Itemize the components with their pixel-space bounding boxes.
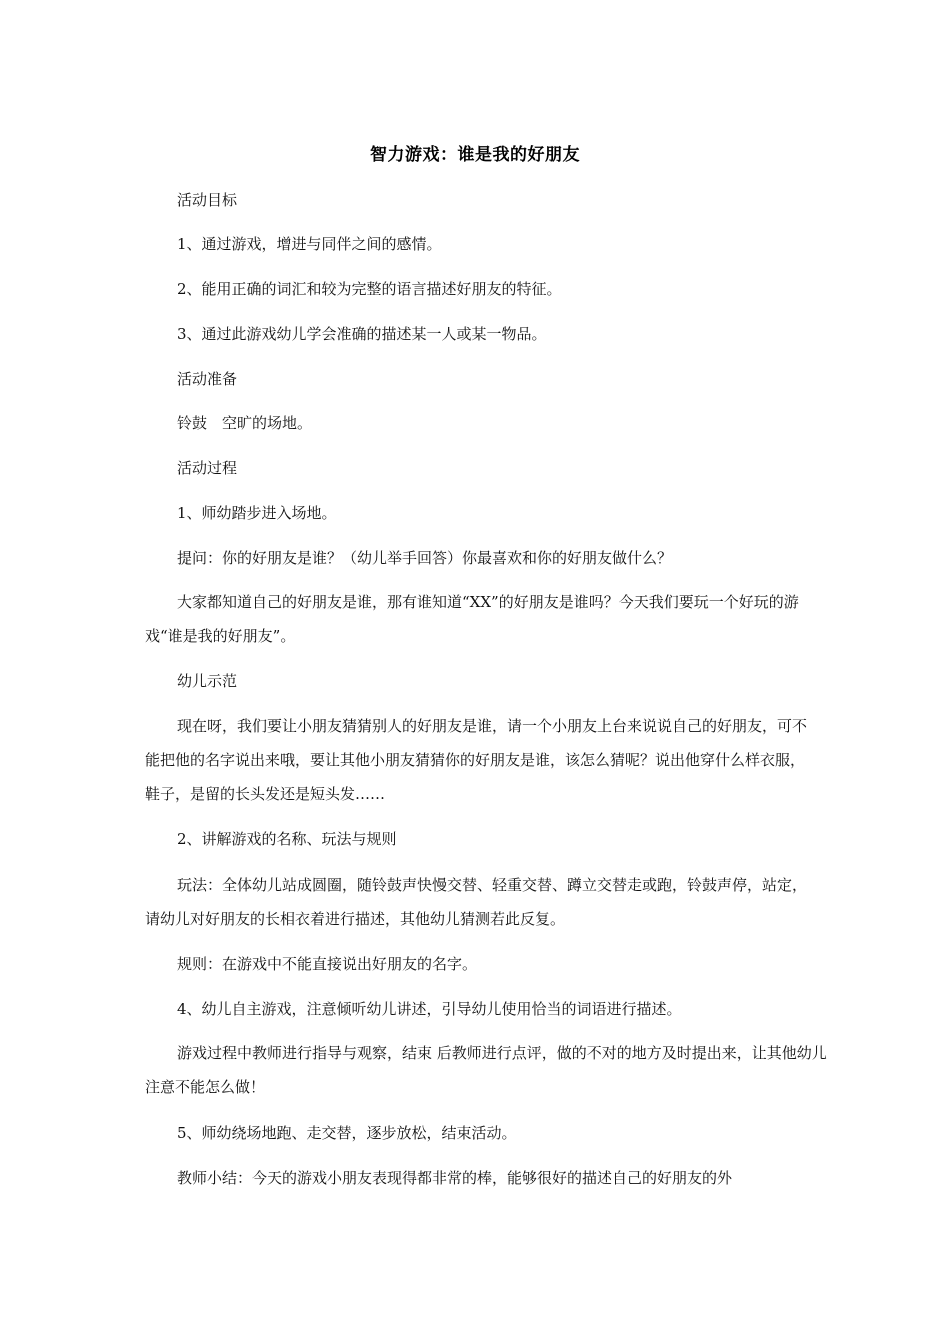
teacher-summary-text: 教师小结：今天的游戏小朋友表现得都非常的棒，能够很好的描述自己的好朋友的外 [177, 1169, 733, 1187]
section-heading-preparation: 活动准备 [177, 370, 238, 388]
section-heading-process: 活动过程 [177, 459, 238, 477]
process-step-1: 1、师幼踏步进入场地。 [177, 504, 337, 522]
goal-item-1: 1、通过游戏，增进与同伴之间的感情。 [177, 235, 442, 253]
process-intro: 大家都知道自己的好朋友是谁，那有谁知道“XX”的好朋友是谁吗？今天我们要玩一个好玩的游戏“谁是我的好朋友”。 [145, 593, 799, 645]
game-play-text: 玩法：全体幼儿站成圆圈，随铃鼓声快慢交替、轻重交替、蹲立交替走或跑，铃鼓声停，站定，请幼儿对好朋友的长相衣着进行描述，其他幼儿猜测若此反复。 [145, 876, 808, 928]
preparation-text: 铃鼓 空旷的场地。 [177, 414, 313, 432]
process-step-5: 5、师幼绕场地跑、走交替，逐步放松，结束活动。 [177, 1124, 517, 1142]
game-rule-text: 规则：在游戏中不能直接说出好朋友的名字。 [177, 955, 478, 973]
goal-item-3: 3、通过此游戏幼儿学会准确的描述某一人或某一物品。 [177, 325, 547, 343]
document-title: 智力游戏：谁是我的好朋友 [370, 145, 580, 165]
teacher-guidance-text: 游戏过程中教师进行指导与观察，结束 后教师进行点评，做的不对的地方及时提出来，让其他幼儿注意不能怎么做！ [145, 1044, 827, 1096]
section-heading-goals: 活动目标 [177, 191, 238, 209]
section-heading-demo: 幼儿示范 [177, 672, 238, 690]
process-step-4: 4、幼儿自主游戏，注意倾听幼儿讲述，引导幼儿使用恰当的词语进行描述。 [177, 1000, 682, 1018]
process-step-2: 2、讲解游戏的名称、玩法与规则 [177, 830, 397, 848]
process-question: 提问：你的好朋友是谁？（幼儿举手回答）你最喜欢和你的好朋友做什么？ [177, 549, 673, 567]
demo-text: 现在呀，我们要让小朋友猜猜别人的好朋友是谁，请一个小朋友上台来说说自己的好朋友，可不能把他的名字说出来哦，要让其他小朋友猜猜你的好朋友是谁，该怎么猜呢？说出他穿什么样衣服，鞋子，是留的长头发还是短头发…… [145, 717, 808, 803]
goal-item-2: 2、能用正确的词汇和较为完整的语言描述好朋友的特征。 [177, 280, 562, 298]
